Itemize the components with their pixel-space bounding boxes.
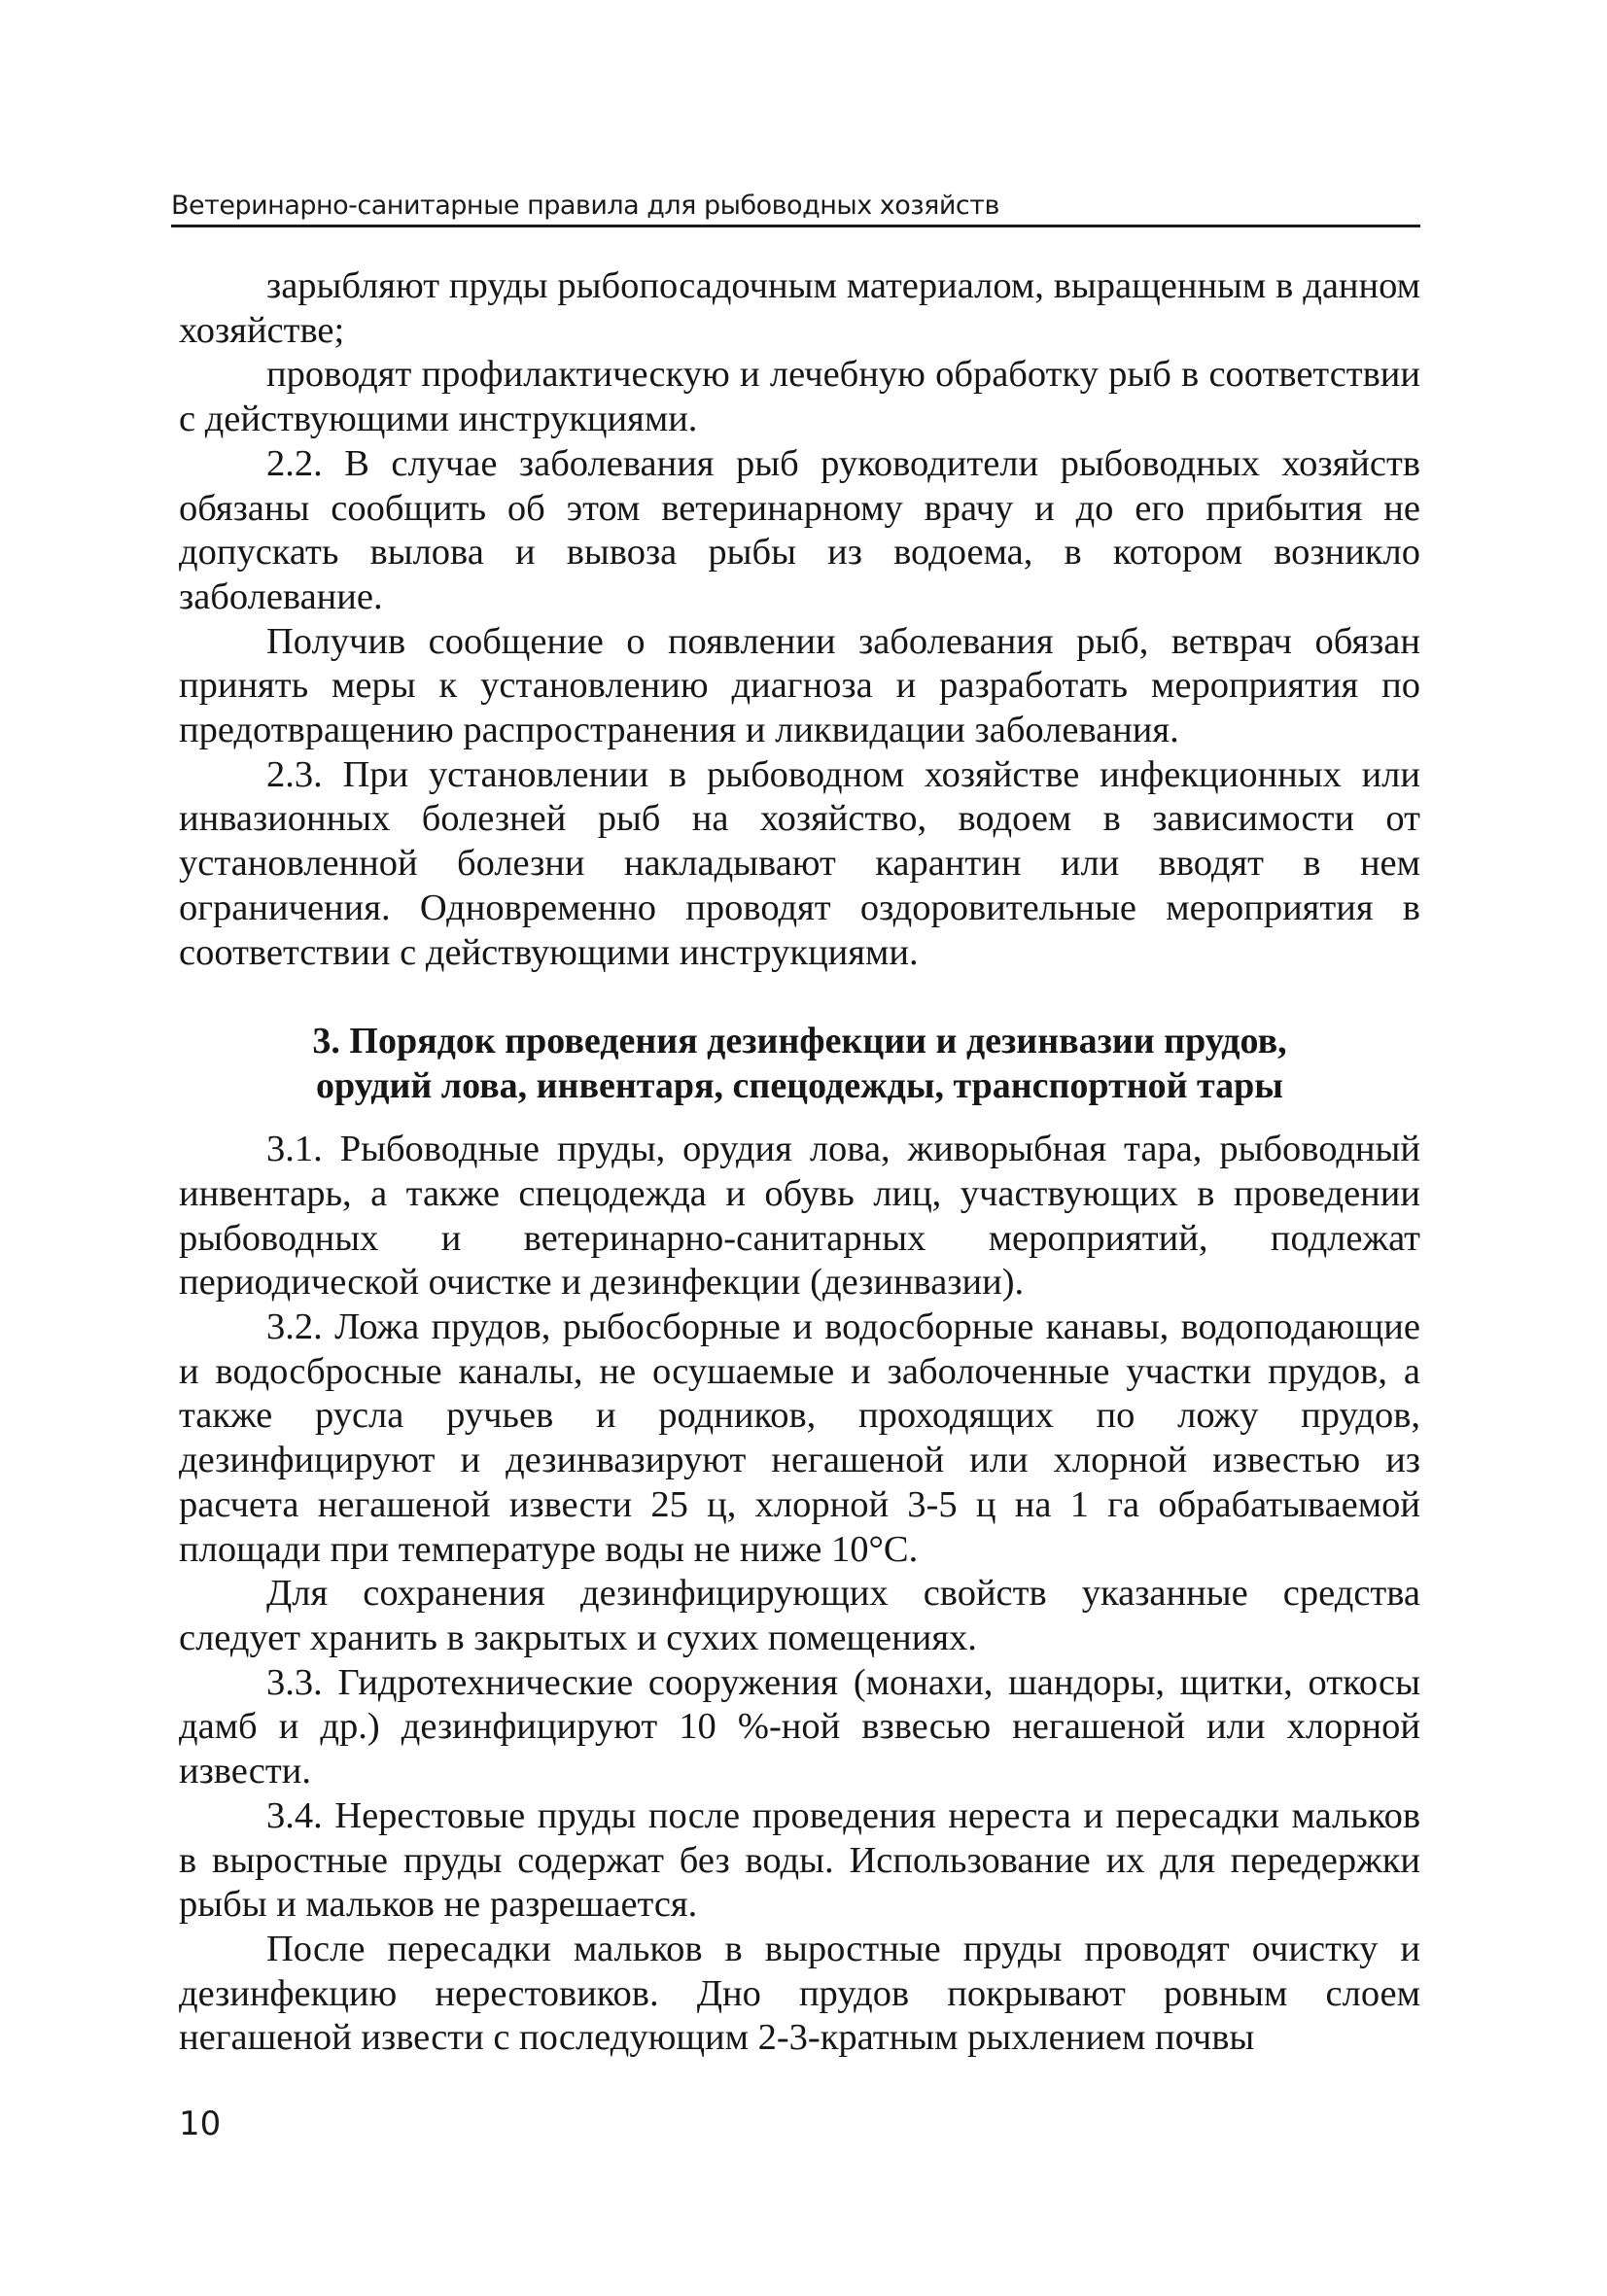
section-heading-line-1: 3. Порядок проведения дезинфекции и дезинвазии прудов,: [312, 1021, 1287, 1062]
paragraph: Для сохранения дезинфицирующих свойств указанные средства следует хранить в закрытых и сухих помещениях.: [179, 1573, 1420, 1658]
paragraph-3-4: 3.4. Нерестовые пруды после проведения нереста и пересадки мальков в выростные пруды содержат без воды. Использование их для передержки рыбы и мальков не разрешается.: [179, 1794, 1420, 1926]
running-header: Ветеринарно-санитарные правила для рыбоводных хозяйств: [171, 191, 1420, 227]
paragraph-3-3: 3.3. Гидротехнические сооружения (монахи, шандоры, щитки, откосы дамб и др.) дезинфицируют 10 %-ной взвесью негашеной или хлорной извести.: [179, 1661, 1420, 1792]
paragraph: Получив сообщение о появлении заболевания рыб, ветврач обязан принять меры к установлению диагноза и разработать мероприятия по предотвращению распространения и ликвидации заболевания.: [179, 620, 1420, 751]
section-heading-line-2: орудий лова, инвентаря, спецодежды, транспортной тары: [316, 1065, 1283, 1107]
paragraph: После пересадки мальков в выростные пруды проводят очистку и дезинфекцию нерестовиков. Дно прудов покрывают ровным слоем негашеной извести с последующим 2-3-кратным рыхлением почвы: [179, 1928, 1420, 2059]
paragraph: проводят профилактическую и лечебную обработку рыб в соответствии с действующими инструкциями.: [179, 354, 1420, 440]
paragraph-3-2: 3.2. Ложа прудов, рыбосборные и водосборные канавы, водоподающие и водосбросные каналы, не осушаемые и заболоченные участки прудов, а также русла ручьев и родников, проходящих по ложу прудов, дезинфицируют и дезинвазируют негашеной или хлорной известью из расчета негашеной извести 25 ц, хлорной 3-5 ц на 1 га обрабатываемой площади при температуре воды не ниже 10°С.: [179, 1306, 1420, 1570]
paragraph-2-2: 2.2. В случае заболевания рыб руководители рыбоводных хозяйств обязаны сообщить об этом ветеринарному врачу и до его прибытия не допускать вылова и вывоза рыбы из водоема, в котором возникло заболевание.: [179, 442, 1420, 617]
page-body: [179, 264, 1420, 2061]
paragraph-3-1: 3.1. Рыбоводные пруды, орудия лова, живорыбная тара, рыбоводный инвентарь, а также спецодежда и обувь лиц, участвующих в проведении рыбоводных и ветеринарно-санитарных мероприятий, подлежат периодической очистке и дезинфекции (дезинвазии).: [179, 1129, 1420, 1304]
section-heading: [179, 1019, 1420, 1108]
page-number: 10: [179, 2105, 222, 2143]
paragraph-2-3: 2.3. При установлении в рыбоводном хозяйстве инфекционных или инвазионных болезней рыб на хозяйство, водоем в зависимости от установленной болезни накладывают карантин или вводят в нем ограничения. Одновременно проводят оздоровительные мероприятия в соответствии с действующими инструкциями.: [179, 753, 1420, 973]
paragraph: зарыбляют пруды рыбопосадочным материалом, выращенным в данном хозяйстве;: [179, 265, 1420, 351]
